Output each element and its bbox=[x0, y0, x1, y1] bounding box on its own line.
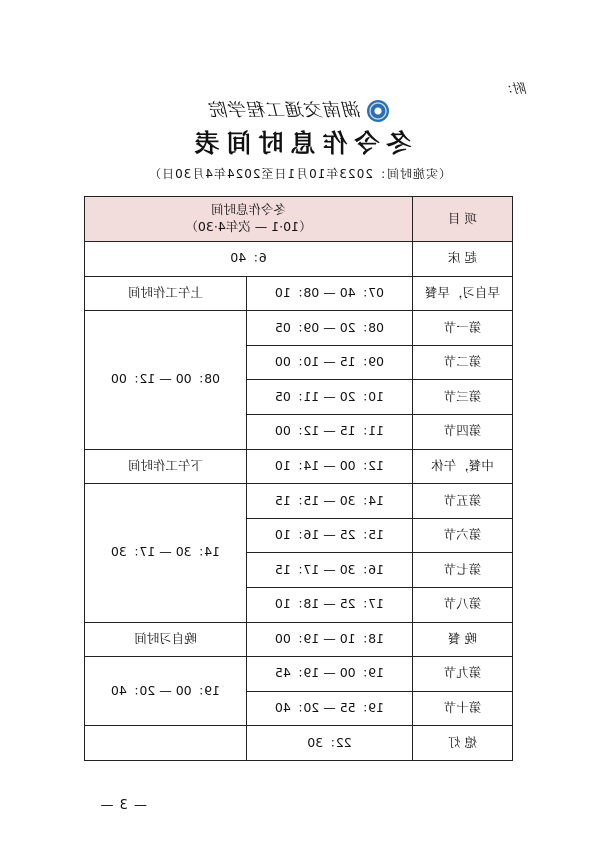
schedule-table bbox=[84, 196, 513, 761]
time-cell: 09：15 — 10：00 bbox=[247, 345, 413, 380]
time-cell: 10：20 — 11：05 bbox=[247, 380, 413, 415]
time-cell: 19：55 — 20：40 bbox=[247, 691, 413, 726]
note-cell: 上午工作时间 bbox=[85, 276, 247, 311]
table-row bbox=[85, 484, 513, 519]
table-row bbox=[85, 657, 513, 692]
block-cell: 19：00 — 20：40 bbox=[85, 657, 247, 726]
note-cell: 晚自习时间 bbox=[85, 622, 247, 657]
header-item: 项 目 bbox=[413, 197, 513, 242]
item-cell: 晚 餐 bbox=[413, 622, 513, 657]
page-title: 冬令作息时间表 bbox=[187, 129, 412, 158]
time-cell: 6：40 bbox=[85, 242, 413, 277]
item-cell: 第四节 bbox=[413, 414, 513, 449]
header-schedule bbox=[85, 197, 413, 242]
block-cell: 14：30 — 17：30 bbox=[85, 484, 247, 622]
empty-cell bbox=[85, 726, 247, 761]
table-row bbox=[85, 311, 513, 346]
time-cell: 17：25 — 18：10 bbox=[247, 587, 413, 622]
table-row bbox=[85, 622, 513, 657]
item-cell: 中餐，午休 bbox=[413, 449, 513, 484]
table-row bbox=[85, 276, 513, 311]
time-cell: 16：30 — 17：15 bbox=[247, 553, 413, 588]
page-number: — 3 — bbox=[99, 798, 147, 813]
item-cell: 第二节 bbox=[413, 345, 513, 380]
time-cell: 07：40 — 08：10 bbox=[247, 276, 413, 311]
table-row bbox=[85, 449, 513, 484]
header-schedule-line2: （10·1 — 次年4·30） bbox=[185, 219, 312, 234]
note-cell: 下午工作时间 bbox=[85, 449, 247, 484]
time-cell: 18：10 — 19：00 bbox=[247, 622, 413, 657]
time-cell: 14：30 — 15：15 bbox=[247, 484, 413, 519]
time-cell: 22：30 bbox=[247, 726, 413, 761]
item-cell: 第一节 bbox=[413, 311, 513, 346]
school-name: 湖南交通工程学院 bbox=[209, 100, 362, 121]
school-header bbox=[0, 96, 599, 122]
item-cell: 第六节 bbox=[413, 518, 513, 553]
item-cell: 熄 灯 bbox=[413, 726, 513, 761]
implementation-period: （实施时间：2023年10月1日至2024年4月30日） bbox=[148, 167, 451, 181]
table-row bbox=[85, 242, 513, 277]
item-cell: 第七节 bbox=[413, 553, 513, 588]
item-cell: 第五节 bbox=[413, 484, 513, 519]
time-cell: 19：00 — 19：45 bbox=[247, 657, 413, 692]
time-cell: 15：25 — 16：10 bbox=[247, 518, 413, 553]
item-cell: 第十节 bbox=[413, 691, 513, 726]
table-row bbox=[85, 726, 513, 761]
header-schedule-line1: 冬令作息时间 bbox=[211, 202, 287, 218]
time-cell: 12：00 — 14：10 bbox=[247, 449, 413, 484]
item-cell: 第九节 bbox=[413, 657, 513, 692]
school-logo-icon bbox=[368, 100, 390, 122]
item-cell: 第三节 bbox=[413, 380, 513, 415]
item-cell: 第八节 bbox=[413, 587, 513, 622]
attachment-label: 附： bbox=[500, 82, 527, 97]
table-header-row bbox=[85, 197, 513, 242]
item-cell: 早自习，早餐 bbox=[413, 276, 513, 311]
time-cell: 08：20 — 09：05 bbox=[247, 311, 413, 346]
time-cell: 11：15 — 12：00 bbox=[247, 414, 413, 449]
block-cell: 08：00 — 12：00 bbox=[85, 311, 247, 449]
item-cell: 起 床 bbox=[413, 242, 513, 277]
